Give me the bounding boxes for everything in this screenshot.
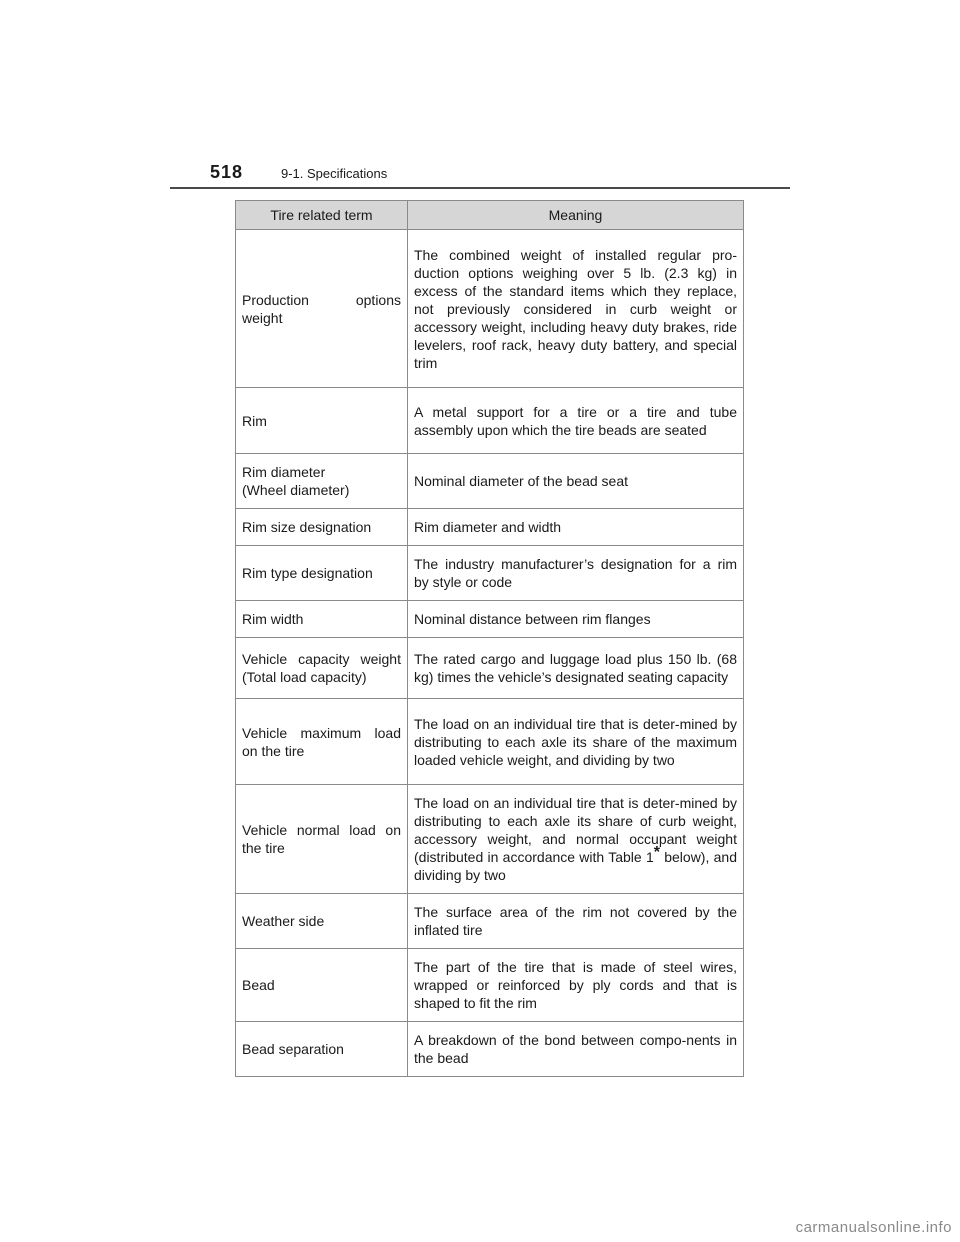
meaning-cell: The surface area of the rim not covered by the inflated tire bbox=[408, 894, 744, 949]
term-cell: Bead separation bbox=[236, 1022, 408, 1077]
footnote-mark: * bbox=[653, 844, 660, 861]
term-cell: Rim width bbox=[236, 601, 408, 638]
table-row bbox=[236, 601, 744, 638]
meaning-cell: Rim diameter and width bbox=[408, 509, 744, 546]
table-row bbox=[236, 785, 744, 894]
term-cell: Vehicle maximum load on the tire bbox=[236, 699, 408, 785]
meaning-cell: The industry manufacturer’s designation for a rim by style or code bbox=[408, 546, 744, 601]
term-cell: Production options weight bbox=[236, 230, 408, 388]
term-cell: Bead bbox=[236, 949, 408, 1022]
tire-terms-table bbox=[235, 200, 744, 1077]
meaning-cell: Nominal distance between rim flanges bbox=[408, 601, 744, 638]
meaning-cell: The rated cargo and luggage load plus 150 lb. (68 kg) times the vehicle’s designated seating capacity bbox=[408, 638, 744, 699]
meaning-cell: Nominal diameter of the bead seat bbox=[408, 454, 744, 509]
table-row bbox=[236, 546, 744, 601]
meaning-text: The load on an individual tire that is deter-mined by distributing to each axle its share of curb weight, accessory weight, and normal occupant weight (distributed in accordance with Table 1 bbox=[414, 795, 737, 865]
term-cell: Weather side bbox=[236, 894, 408, 949]
column-header-meaning: Meaning bbox=[408, 201, 744, 230]
meaning-cell: The load on an individual tire that is deter-mined by distributing to each axle its share of the maximum loaded vehicle weight, and dividing by two bbox=[408, 699, 744, 785]
term-cell: Rim size designation bbox=[236, 509, 408, 546]
page-header bbox=[170, 158, 790, 188]
meaning-cell bbox=[408, 785, 744, 894]
header-rule bbox=[170, 187, 790, 189]
site-watermark: carmanualsonline.info bbox=[795, 1219, 952, 1236]
table-row bbox=[236, 509, 744, 546]
table-row bbox=[236, 949, 744, 1022]
table-row bbox=[236, 454, 744, 509]
term-cell: Vehicle capacity weight (Total load capacity) bbox=[236, 638, 408, 699]
meaning-cell: A breakdown of the bond between compo-nents in the bead bbox=[408, 1022, 744, 1077]
meaning-cell: A metal support for a tire or a tire and tube assembly upon which the tire beads are seated bbox=[408, 388, 744, 454]
table-row bbox=[236, 638, 744, 699]
meaning-cell: The combined weight of installed regular pro-duction options weighing over 5 lb. (2.3 kg) in excess of the standard items which they replace, not previously considered in curb weight or accessory weight, including heavy duty brakes, ride levelers, roof rack, heavy duty battery, and special trim bbox=[408, 230, 744, 388]
section-title: 9-1. Specifications bbox=[281, 166, 388, 181]
term-cell: Vehicle normal load on the tire bbox=[236, 785, 408, 894]
meaning-cell: The part of the tire that is made of steel wires, wrapped or reinforced by ply cords and that is shaped to fit the rim bbox=[408, 949, 744, 1022]
table-row bbox=[236, 894, 744, 949]
table-header-row bbox=[236, 201, 744, 230]
table-row bbox=[236, 388, 744, 454]
term-cell: Rim diameter (Wheel diameter) bbox=[236, 454, 408, 509]
term-cell: Rim bbox=[236, 388, 408, 454]
meaning-text-continued: below), and dividing by two bbox=[414, 849, 737, 883]
table-row bbox=[236, 699, 744, 785]
page-number: 518 bbox=[210, 162, 244, 182]
column-header-term: Tire related term bbox=[236, 201, 408, 230]
table-row bbox=[236, 230, 744, 388]
term-cell: Rim type designation bbox=[236, 546, 408, 601]
table-row bbox=[236, 1022, 744, 1077]
